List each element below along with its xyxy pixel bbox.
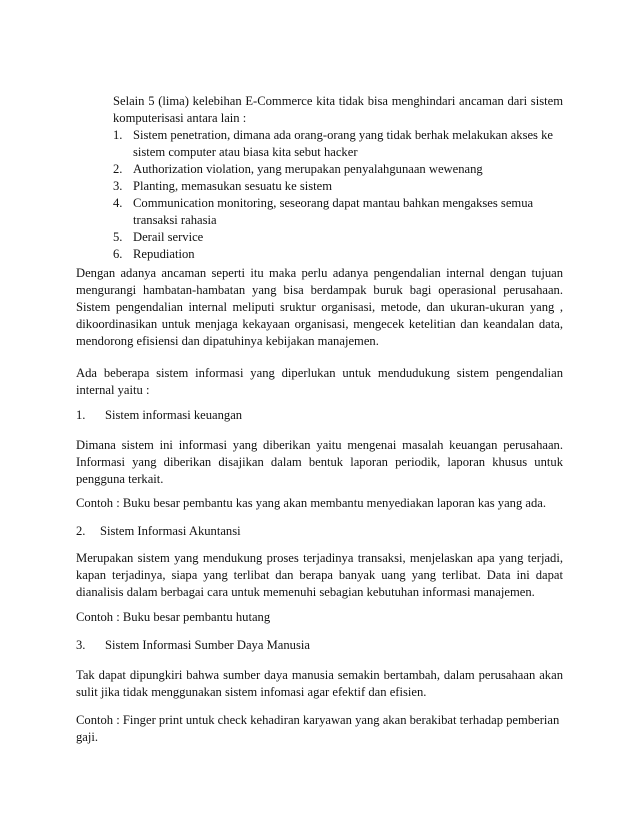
control-paragraph: Dengan adanya ancaman seperti itu maka perlu adanya pengendalian internal dengan tujuan mengurangi hambatan-hambatan yang bisa berdampak buruk bagi operasional perusahaan. Sistem pengendalian internal meliputi sruktur organisasi, metode, dan ukuran-ukuran yang , dikoordinasikan untuk menjaga kekayaan organisasi, mengecek ketelitian dan keandalan data, mendorong efisiensi dan dipatuhinya kebijakan manajemen. [76,266,563,348]
list-item [113,127,563,161]
list-item-number: 2. [113,162,123,176]
list-item-text: Sistem penetration, dimana ada orang-orang yang tidak berhak melakukan akses ke sistem computer atau biasa kita sebut hacker [133,128,553,159]
section-number: 1. [76,408,86,422]
list-item-text: Repudiation [133,247,195,261]
list-item-text: Communication monitoring, seseorang dapat mantau bahkan mengakses semua transaksi rahasia [133,196,534,227]
section-heading [76,407,563,424]
section-example: Contoh : Buku besar pembantu hutang [76,610,271,624]
list-item-text: Planting, memasukan sesuatu ke sistem [133,179,333,193]
list-item-text: Authorization violation, yang merupakan penyalahgunaan wewenang [133,162,483,176]
systems-intro-paragraph: Ada beberapa sistem informasi yang diperlukan untuk mendudukung sistem pengendalian internal yaitu : [76,366,563,397]
list-item-number: 6. [113,247,123,261]
list-item-number: 1. [113,128,123,142]
list-item [113,178,563,195]
section-heading [76,637,563,654]
list-item-text: Derail service [133,230,204,244]
list-item [113,161,563,178]
list-item [113,246,563,263]
section-title: Sistem Informasi Sumber Daya Manusia [105,638,310,652]
section-description: Merupakan sistem yang mendukung proses terjadinya transaksi, menjelaskan apa yang terjadi, kapan terjadinya, siapa yang terlibat dan berapa banyak uang yang terlibat. Data ini dapat dianalisis dalam berbagai cara untuk memenuhi sebagian kebutuhan informasi manajemen. [76,551,563,599]
list-item-number: 3. [113,179,123,193]
list-item-number: 4. [113,196,123,210]
section-description: Dimana sistem ini informasi yang diberikan yaitu mengenai masalah keuangan perusahaan. Informasi yang diberikan disajikan dalam bentuk laporan periodik, laporan khusus untuk pengguna terkait. [76,438,563,486]
intro-paragraph: Selain 5 (lima) kelebihan E-Commerce kita tidak bisa menghindari ancaman dari sistem komputerisasi antara lain : [113,94,563,125]
section-example: Contoh : Buku besar pembantu kas yang akan membantu menyediakan laporan kas yang ada. [76,496,547,510]
section-number: 2. [76,524,86,538]
list-item [113,229,563,246]
section-title: Sistem informasi keuangan [105,408,243,422]
section-title: Sistem Informasi Akuntansi [100,524,241,538]
section-heading [76,523,563,540]
list-item [113,195,563,229]
threat-list [113,127,563,263]
section-description: Tak dapat dipungkiri bahwa sumber daya manusia semakin bertambah, dalam perusahaan akan sulit jika tidak menggunakan sistem infomasi agar efektif dan efisien. [76,668,563,699]
list-item-number: 5. [113,230,123,244]
section-example: Contoh : Finger print untuk check kehadiran karyawan yang akan berakibat terhadap pemberian gaji. [76,713,560,744]
section-number: 3. [76,638,86,652]
